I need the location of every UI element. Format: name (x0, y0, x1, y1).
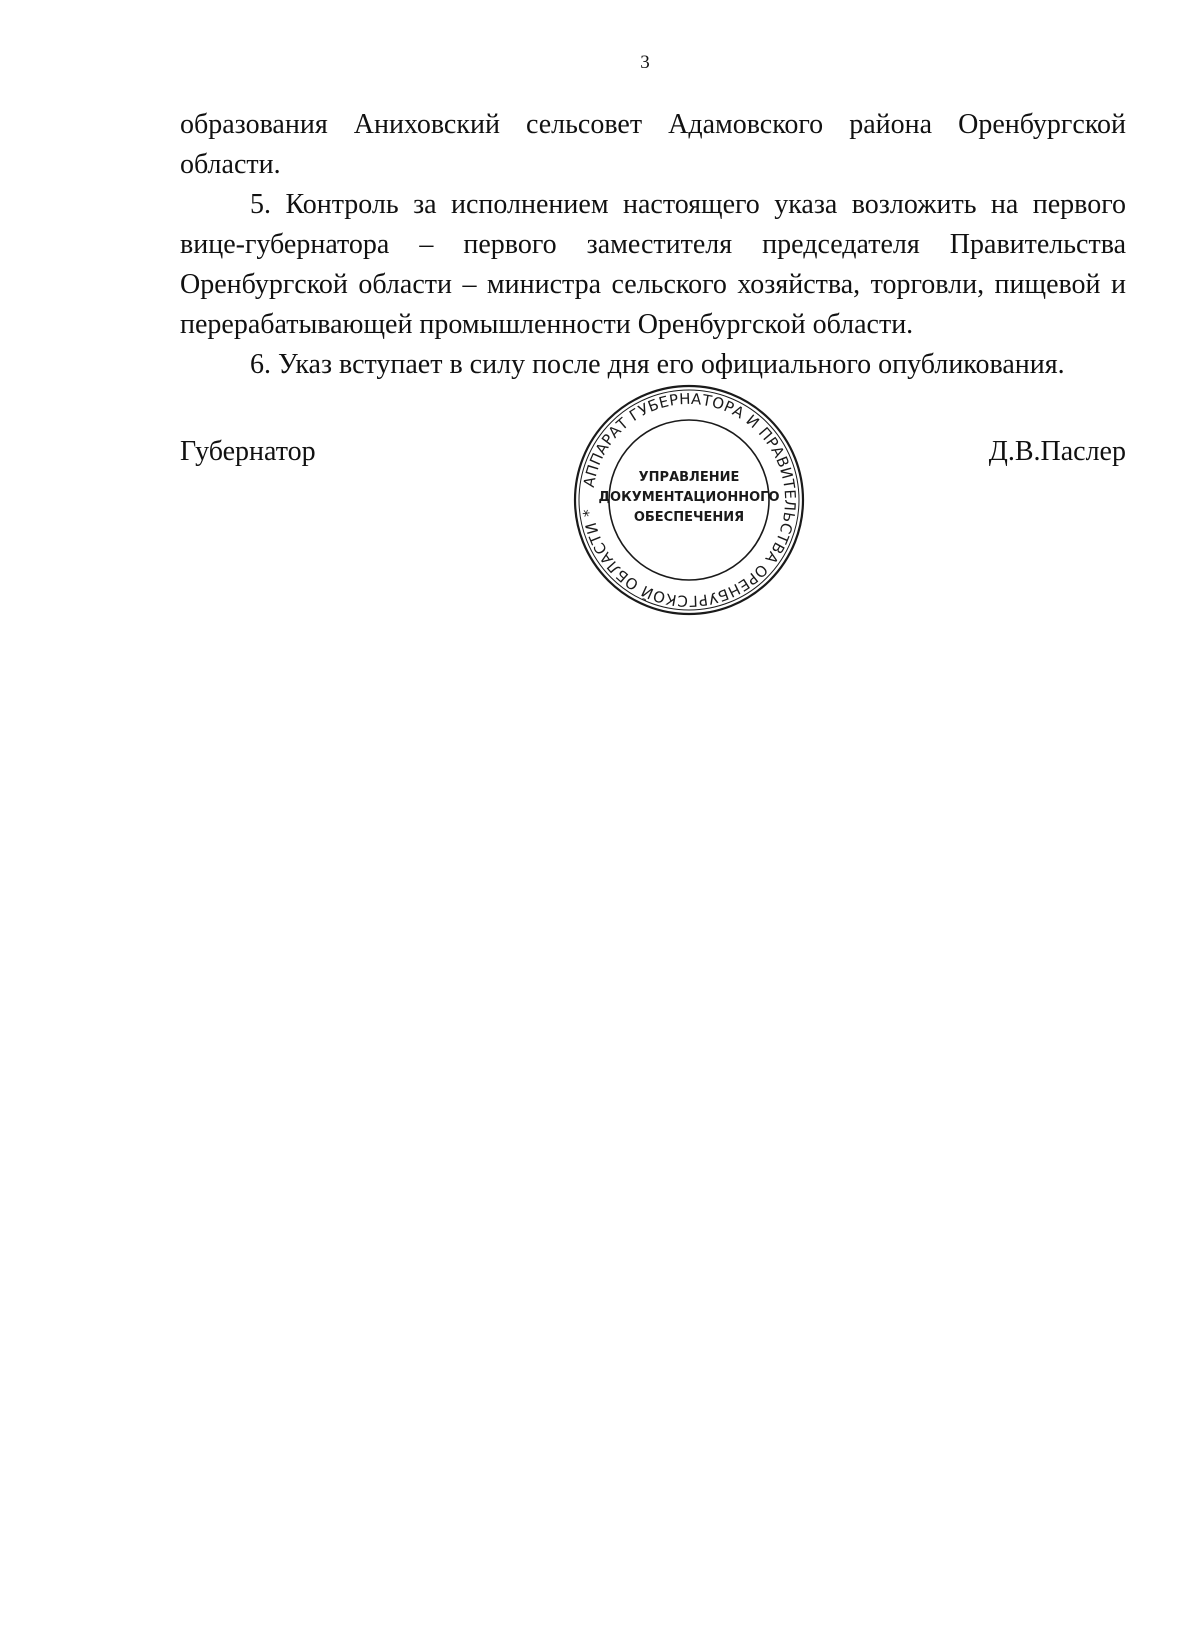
seal-center-line-2: ДОКУМЕНТАЦИОННОГО (598, 490, 780, 505)
paragraph-item-5: 5. Контроль за исполнением настоящего указа возложить на первого вице-губернатора – первого заместителя председателя Правительства Оренбургской области – министра сельского хозяйства, торговли, пищевой и перерабатывающей промышленности Оренбургской области. (180, 189, 1126, 340)
document-body (180, 105, 1126, 385)
seal-center-line-1: УПРАВЛЕНИЕ (638, 470, 740, 485)
signatory-title: Губернатор (180, 436, 316, 467)
seal-ring-text: АППАРАТ ГУБЕРНАТОРА И ПРАВИТЕЛЬСТВА ОРЕНБУРГСКОЙ ОБЛАСТИ * (579, 389, 800, 611)
official-seal (572, 383, 806, 617)
seal-center-line-3: ОБЕСПЕЧЕНИЯ (633, 510, 745, 525)
page-number: 3 (640, 52, 650, 73)
paragraph-item-6: 6. Указ вступает в силу после дня его официального опубликования. (250, 349, 1065, 380)
signatory-name: Д.В.Паслер (988, 436, 1126, 467)
paragraph-continuation: образования Аниховский сельсовет Адамовского района Оренбургской области. (180, 109, 1126, 180)
